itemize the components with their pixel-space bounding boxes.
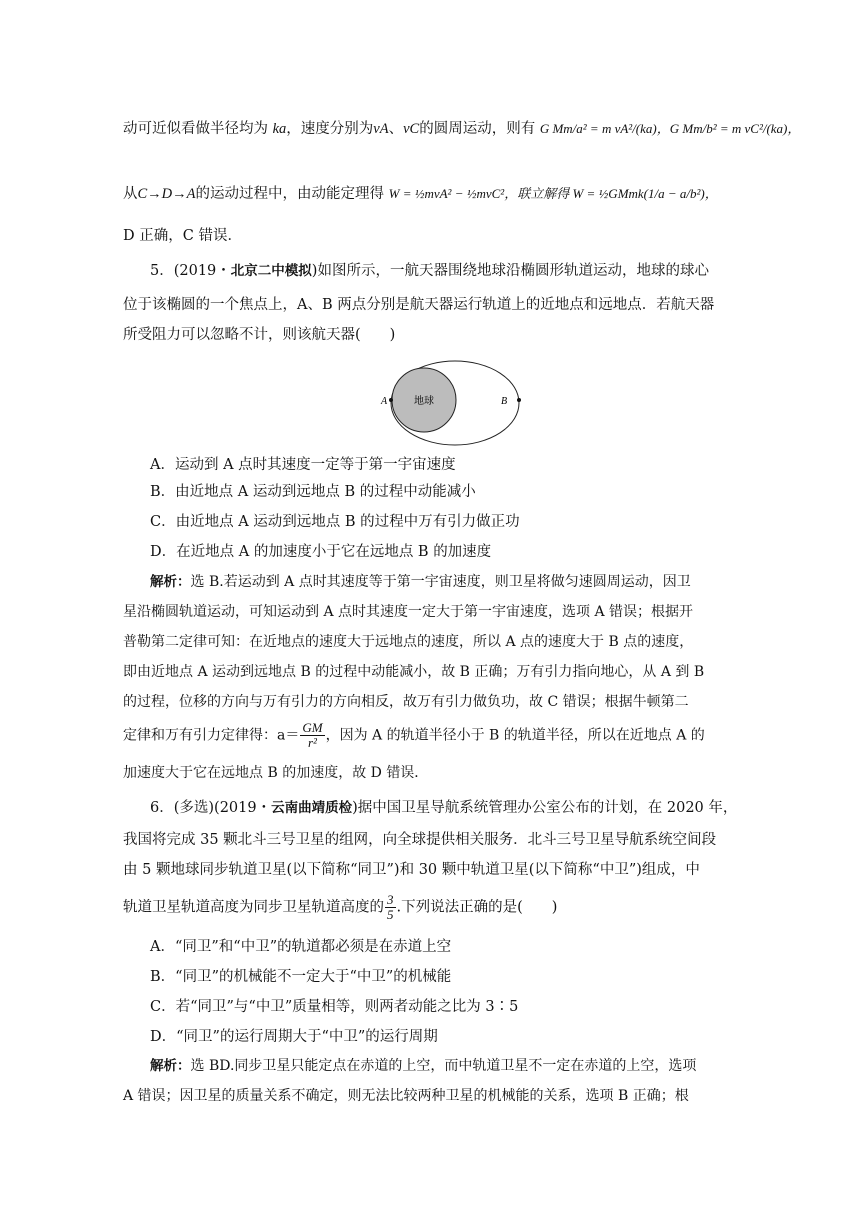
analysis-label: 解析： [150,574,191,590]
math-var: ka [272,121,287,137]
point-a-dot [389,398,393,402]
earth-label: 地球 [414,396,434,407]
text: 选 BD.同步卫星只能定点在赤道的上空，而中轨道卫星不一定在赤道的上空，选项 [190,1058,697,1074]
text: )据中国卫星导航系统管理办公室公布的计划，在 2020 年， [352,800,738,816]
text-line: 我国将完成 35 颗北斗三号卫星的组网，向全球提供相关服务．北斗三号卫星导航系统空间段 [123,832,717,848]
text: 的圆周运动，则有 [419,121,536,137]
question-source: 北京二中模拟 [230,263,312,279]
text-line: 位于该椭圆的一个焦点上，A、B 两点分别是航天器运行轨道上的近地点和远地点．若航天器 [123,297,715,313]
question-source: 云南曲靖质检 [271,800,353,816]
text-line: 由 5 颗地球同步轨道卫星(以下简称“同卫”)和 30 颗中轨道卫星(以下简称“中卫”)组成，中 [123,862,700,878]
point-b-dot [517,398,521,402]
question-5-line [150,260,742,282]
option-d: D．“同卫”的运行周期大于“中卫”的运行周期 [150,1029,438,1045]
text-line: D 正确，C 错误． [123,228,242,244]
text: ，因为 A 的轨道半径小于 B 的轨道半径，所以在近地点 A 的 [325,727,705,744]
option-c: C．若“同卫”与“中卫”质量相等，则两者动能之比为 3∶5 [150,999,519,1015]
orbit-figure [376,360,526,446]
text-line: 所受阻力可以忽略不计，则该航天器( ) [123,327,396,343]
text-line: 普勒第二定律可知：在近地点的速度大于远地点的速度，所以 A 点的速度大于 B 点的速度， [123,634,694,650]
analysis-label: 解析： [150,1058,191,1074]
math-var: vC [403,121,420,137]
option-a: A．运动到 A 点时其速度一定等于第一宇宙速度 [150,457,456,473]
text: 从 [123,186,138,202]
point-b-label: B [501,396,508,407]
text: .下列说法正确的是( ) [396,899,558,916]
text: 动可近似看做半径均为 [123,121,268,137]
math-var: vA [373,121,389,137]
question-6-line [150,797,742,819]
text-line: 即由近地点 A 运动到远地点 B 的过程中动能减小，故 B 正确；万有引力指向地心，从 A 到 B [123,664,705,680]
text-line: 的过程，位移的方向与万有引力的方向相反，故万有引力做负功，故 C 错误；根据牛顿第二 [123,694,689,710]
question-number: 5．(2019・ [150,263,231,279]
equation: W = ½mvA² − ½mvC²，联立解得 W = ½GMmk(1/a − a/b²)， [388,186,718,201]
analysis-line [150,1055,742,1077]
fraction: $\frac{GM}{\text{r²}}$ [302,720,323,750]
equation: G Mm/a² = m vA²/(ka)，G Mm/b² = m vC²/(ka)， [539,121,801,136]
text: 轨道卫星轨道高度为同步卫星轨道高度的 [123,899,384,916]
text-line: A 错误；因卫星的质量关系不确定，则无法比较两种卫星的机械能的关系，选项 B 正确；根 [123,1088,689,1104]
text: 的运动过程中，由动能定理得 [195,186,384,202]
option-a: A．“同卫”和“中卫”的轨道都必须是在赤道上空 [150,939,452,955]
fraction: $\frac{3}{5}$ [387,892,394,922]
text-line [123,721,742,750]
text-line [123,118,801,140]
analysis-line [150,571,742,593]
text-line: 星沿椭圆轨道运动，可知运动到 A 点时其速度一定大于第一宇宙速度，选项 A 错误；根据开 [123,604,694,620]
question-number: 6．(多选)(2019・ [150,800,272,816]
option-b: B．由近地点 A 运动到远地点 B 的过程中动能减小 [150,484,476,500]
text: 、 [388,121,404,137]
text-line [123,183,742,205]
text-line [123,893,742,922]
text: ，速度分别为 [286,121,374,137]
text-line: 加速度大于它在远地点 B 的加速度，故 D 错误． [123,765,429,781]
text: )如图所示，一航天器围绕地球沿椭圆形轨道运动，地球的球心 [311,263,709,279]
point-a-label: A [381,396,388,407]
option-b: B．“同卫”的机械能不一定大于“中卫”的机械能 [150,969,452,985]
option-c: C．由近地点 A 运动到远地点 B 的过程中万有引力做正功 [150,514,520,530]
text: 定律和万有引力定律得：a＝ [123,727,300,744]
option-d: D．在近地点 A 的加速度小于它在远地点 B 的加速度 [150,544,492,560]
text: 选 B.若运动到 A 点时其速度等于第一宇宙速度，则卫星将做匀速圆周运动，因卫 [190,574,691,590]
math-var: C→D→A [137,186,196,202]
